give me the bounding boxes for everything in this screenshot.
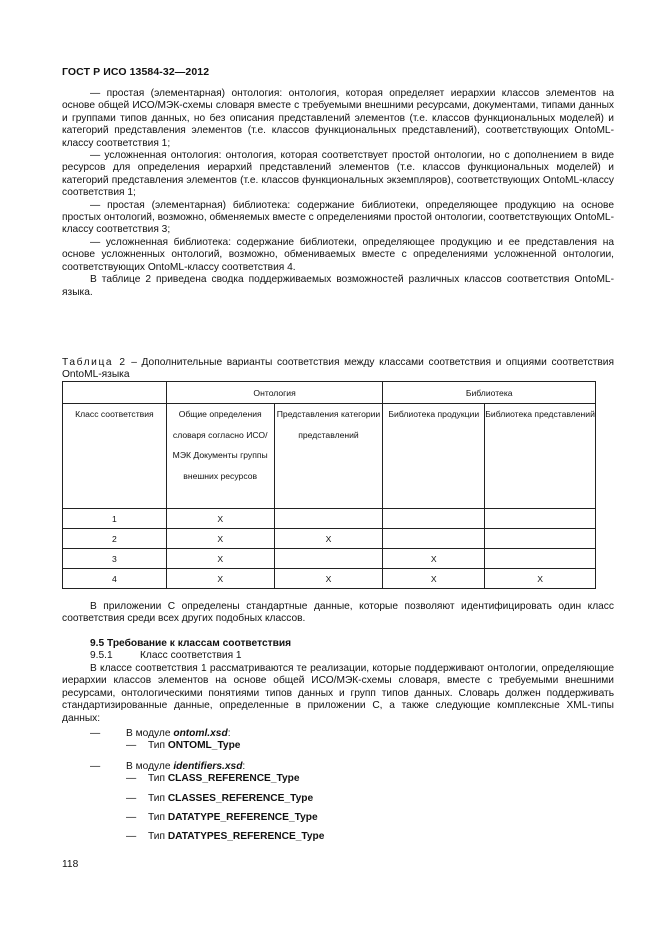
subsection-label: Класс соответствия 1 — [140, 650, 242, 661]
module-item: — В модуле ontoml.xsd: — [90, 728, 231, 739]
type-name: ONTOML_Type — [167, 740, 241, 751]
table-column-header-row — [63, 404, 596, 509]
type-item — [126, 812, 318, 823]
section-title: 9.5 Требование к классам соответствия — [90, 638, 292, 649]
table-row — [63, 549, 596, 569]
column-header-class: Класс соответствия — [63, 404, 167, 509]
after-table-text — [62, 601, 614, 626]
list-dash: — — [90, 761, 101, 772]
paragraph: — простая (элементарная) онтология: онтология, которая определяет иерархии классов элементов на основе общей ИСО/МЭК-схемы словаря вместе с требуемыми внешними ресурсами, документами, типами данных и группами типов данных, но без описания представлений элементов (т.е. классов функциональных моделей) и категорий представления элементов (т.е. классов функциональных представлений), соответствующих OntoML-классу соответствия 1; — [62, 88, 614, 149]
subsection-title — [90, 650, 242, 661]
section-body — [62, 663, 614, 725]
intro-text — [62, 88, 614, 299]
table-cell — [274, 549, 383, 569]
table-cell: 2 — [63, 529, 167, 549]
type-name: CLASSES_REFERENCE_Type — [167, 793, 314, 804]
table-cell — [485, 509, 596, 529]
table-cell: 3 — [63, 549, 167, 569]
table-caption-label: Таблица 2 — [62, 357, 127, 368]
list-dash: — — [126, 831, 137, 842]
list-dash: — — [126, 793, 137, 804]
column-header-representation-categories: Представления категории представлений — [274, 404, 383, 509]
table-group-header-row — [63, 382, 596, 404]
type-item — [126, 773, 300, 784]
page-number: 118 — [62, 859, 79, 870]
column-header-library-representations: Библиотека представлений — [485, 404, 596, 509]
module-prefix: В модуле — [126, 761, 171, 772]
type-name: DATATYPES_REFERENCE_Type — [167, 831, 325, 842]
table-row — [63, 509, 596, 529]
list-dash: — — [126, 740, 137, 751]
table-cell — [485, 529, 596, 549]
table-cell: X — [166, 529, 274, 549]
type-prefix: Тип — [148, 793, 165, 804]
table-cell: X — [166, 509, 274, 529]
table-cell: X — [274, 569, 383, 589]
table-cell: X — [166, 549, 274, 569]
table-caption — [62, 357, 614, 382]
type-prefix: Тип — [148, 812, 165, 823]
list-dash: — — [126, 773, 137, 784]
table-row — [63, 529, 596, 549]
type-item — [126, 831, 324, 842]
type-name: CLASS_REFERENCE_Type — [167, 773, 300, 784]
table-caption-text: – Дополнительные варианты соответствия между классами соответствия и опциями соответствия OntoML-языка — [62, 357, 614, 381]
column-header-library-products: Библиотека продукции — [383, 404, 485, 509]
type-prefix: Тип — [148, 773, 165, 784]
table-cell: X — [166, 569, 274, 589]
table-cell — [383, 509, 485, 529]
paragraph: — усложненная библиотека: содержание библиотеки, определяющее продукцию и ее представления на основе усложненных онтологий, возможно, обмениваемых вместе с определениями усложненной онтологии, соответствующих OntoML-классу соответствия 4. — [62, 236, 614, 273]
group-header-ontology: Онтология — [166, 382, 383, 404]
type-prefix: Тип — [148, 831, 165, 842]
type-item — [126, 740, 240, 751]
list-dash: — — [90, 728, 101, 739]
subsection-number: 9.5.1 — [90, 650, 113, 661]
paragraph: — простая (элементарная) библиотека: содержание библиотеки, определяющее продукцию на основе простых онтологий, возможно, обменяемых вместе с определениями простой онтологии, соответствующих OntoML-классу соответствия 3; — [62, 199, 614, 236]
module-prefix: В модуле — [126, 728, 171, 739]
paragraph: В таблице 2 приведена сводка поддерживаемых возможностей различных классов соответствия OntoML-языка. — [62, 274, 614, 298]
table-cell: X — [383, 549, 485, 569]
module-name: ontoml.xsd — [173, 728, 228, 739]
table-cell — [274, 509, 383, 529]
paragraph: — усложненная онтология: онтология, которая соответствует простой онтологии, но с дополнением в виде ресурсов для определения иерархий представлений элементов (т.е. классов функциональных моделей) и категорий представления элементов (т.е. классов функциональных экземпляров), соответствующих OntoML-классу соответствия 1; — [62, 150, 614, 199]
column-header-general-definitions: Общие определения словаря согласно ИСО/МЭК Документы группы внешних ресурсов — [166, 404, 274, 509]
type-prefix: Тип — [148, 740, 165, 751]
module-name: identifiers.xsd — [173, 761, 243, 772]
group-header-library: Библиотека — [383, 382, 596, 404]
table-cell — [383, 529, 485, 549]
document-header: ГОСТ Р ИСО 13584-32—2012 — [62, 66, 210, 78]
table-cell: 1 — [63, 509, 167, 529]
table-empty-cell — [63, 382, 167, 404]
type-name: DATATYPE_REFERENCE_Type — [167, 812, 318, 823]
list-dash: — — [126, 812, 137, 823]
table-cell: X — [383, 569, 485, 589]
table-row — [63, 569, 596, 589]
table-cell — [485, 549, 596, 569]
table-cell: X — [274, 529, 383, 549]
table-cell: 4 — [63, 569, 167, 589]
paragraph: В классе соответствия 1 рассматриваются те реализации, которые поддерживают онтологии, определяющие иерархии классов элементов на основе общей ИСО/МЭК-схемы словаря, вместе с требуемыми внешними ресурсами, онтологическими понятиями типов данных и групп типов данных. Словарь должен поддерживать стандартизированные данные, определенные в приложении С, а также следующие комплексные XML-типы данных: — [62, 663, 614, 724]
table-cell: X — [485, 569, 596, 589]
paragraph: В приложении С определены стандартные данные, которые позволяют идентифицировать один класс соответствия среди всех других подобных классов. — [62, 601, 614, 625]
module-item: — В модуле identifiers.xsd: — [90, 761, 246, 772]
type-item — [126, 793, 313, 804]
conformance-table — [62, 381, 596, 589]
